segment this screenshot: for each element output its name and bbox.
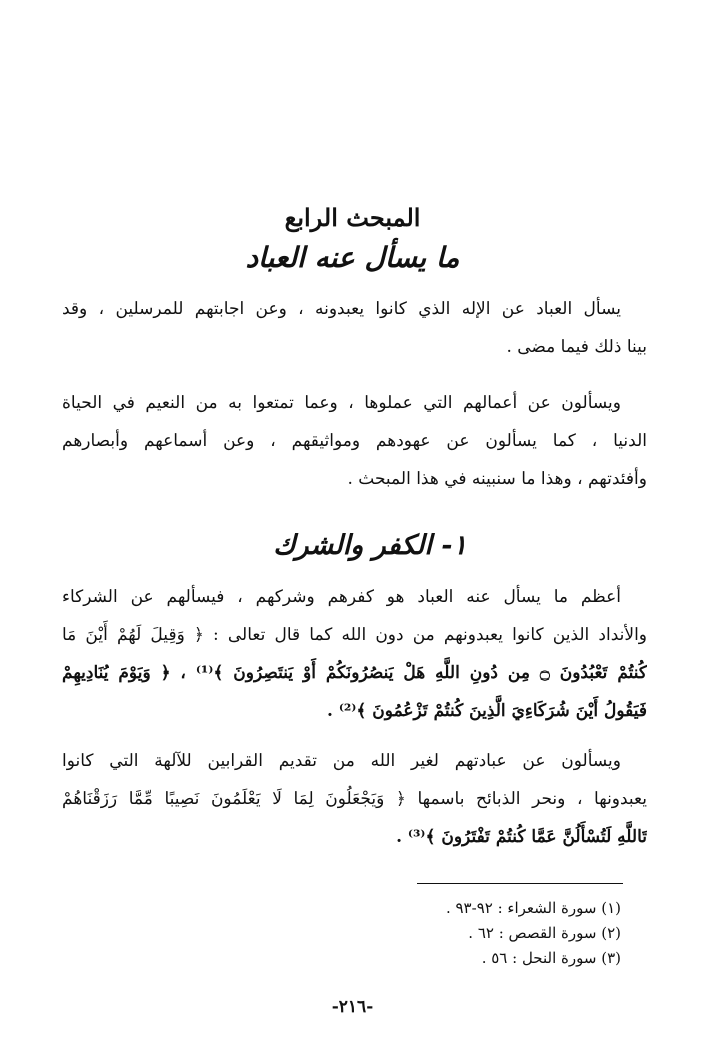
paragraph-line: بينا ذلك فيما مضى . [506,337,647,357]
quran-verse-line: كُنتُمْ تَعْبُدُونَ ۝ مِن دُونِ اللَّهِ هَلْ يَنصُرُونَكُمْ أَوْ يَنتَصِرُونَ ﴾⁽¹⁾ ، ﴿ وَيَوْمَ يُنَادِيهِمْ [62,663,647,683]
paragraph-disbelief-and-shirk [62,578,647,730]
footnotes [446,896,621,971]
chapter-title: المبحث الرابع [284,203,421,232]
paragraph-line: أعظم ما يسأل عنه العباد هو كفرهم وشركهم ، فيسألهم عن الشركاء [62,587,621,607]
footnote: (٣) سورة النحل : ٥٦ . [481,949,621,967]
footnote: (٢) سورة القصص : ٦٢ . [468,924,621,942]
paragraph-line: الدنيا ، كما يسألون عن عهودهم ومواثيقهم ، وعن أسماعهم وأبصارهم [62,431,647,451]
chapter-subtitle: ما يسأل عنه العباد [245,241,460,274]
paragraph-line: والأنداد الذين كانوا يعبدونهم من دون الله كما قال تعالى : ﴿ وَقِيلَ لَهُمْ أَيْنَ مَا [62,625,647,645]
page-number: -٢١٦- [331,997,374,1017]
footnote: (١) سورة الشعراء : ٩٢-٩٣ . [445,899,621,917]
paragraph-questions-about-deeds [62,384,647,498]
footnote-divider [417,883,623,884]
quran-verse-line: تَاللَّهِ لَتُسْأَلُنَّ عَمَّا كُنتُمْ تَفْتَرُونَ ﴾⁽³⁾ . [396,827,647,847]
section-heading: ١- الكفر والشرك [273,530,467,561]
paragraph-questions-about-god [62,290,647,366]
paragraph-sacrifices [62,742,647,856]
paragraph-line: يسأل العباد عن الإله الذي كانوا يعبدونه ، وعن اجابتهم للمرسلين ، وقد [62,299,621,319]
paragraph-line: وأفئدتهم ، وهذا ما سنبينه في هذا المبحث . [347,469,647,489]
quran-verse-line: فَيَقُولُ أَيْنَ شُرَكَاءِيَ الَّذِينَ كُنتُمْ تَزْعُمُونَ ﴾⁽²⁾ . [327,701,647,721]
paragraph-line: ويسألون عن عبادتهم لغير الله من تقديم القرابين للآلهة التي كانوا [62,751,621,771]
paragraph-line: ويسألون عن أعمالهم التي عملوها ، وعما تمتعوا به من النعيم في الحياة [62,393,621,413]
paragraph-line: يعبدونها ، ونحر الذبائح باسمها ﴿ وَيَجْعَلُونَ لِمَا لَا يَعْلَمُونَ نَصِيبًا مِّمَّا رَزَقْنَاهُمْ [62,789,647,809]
